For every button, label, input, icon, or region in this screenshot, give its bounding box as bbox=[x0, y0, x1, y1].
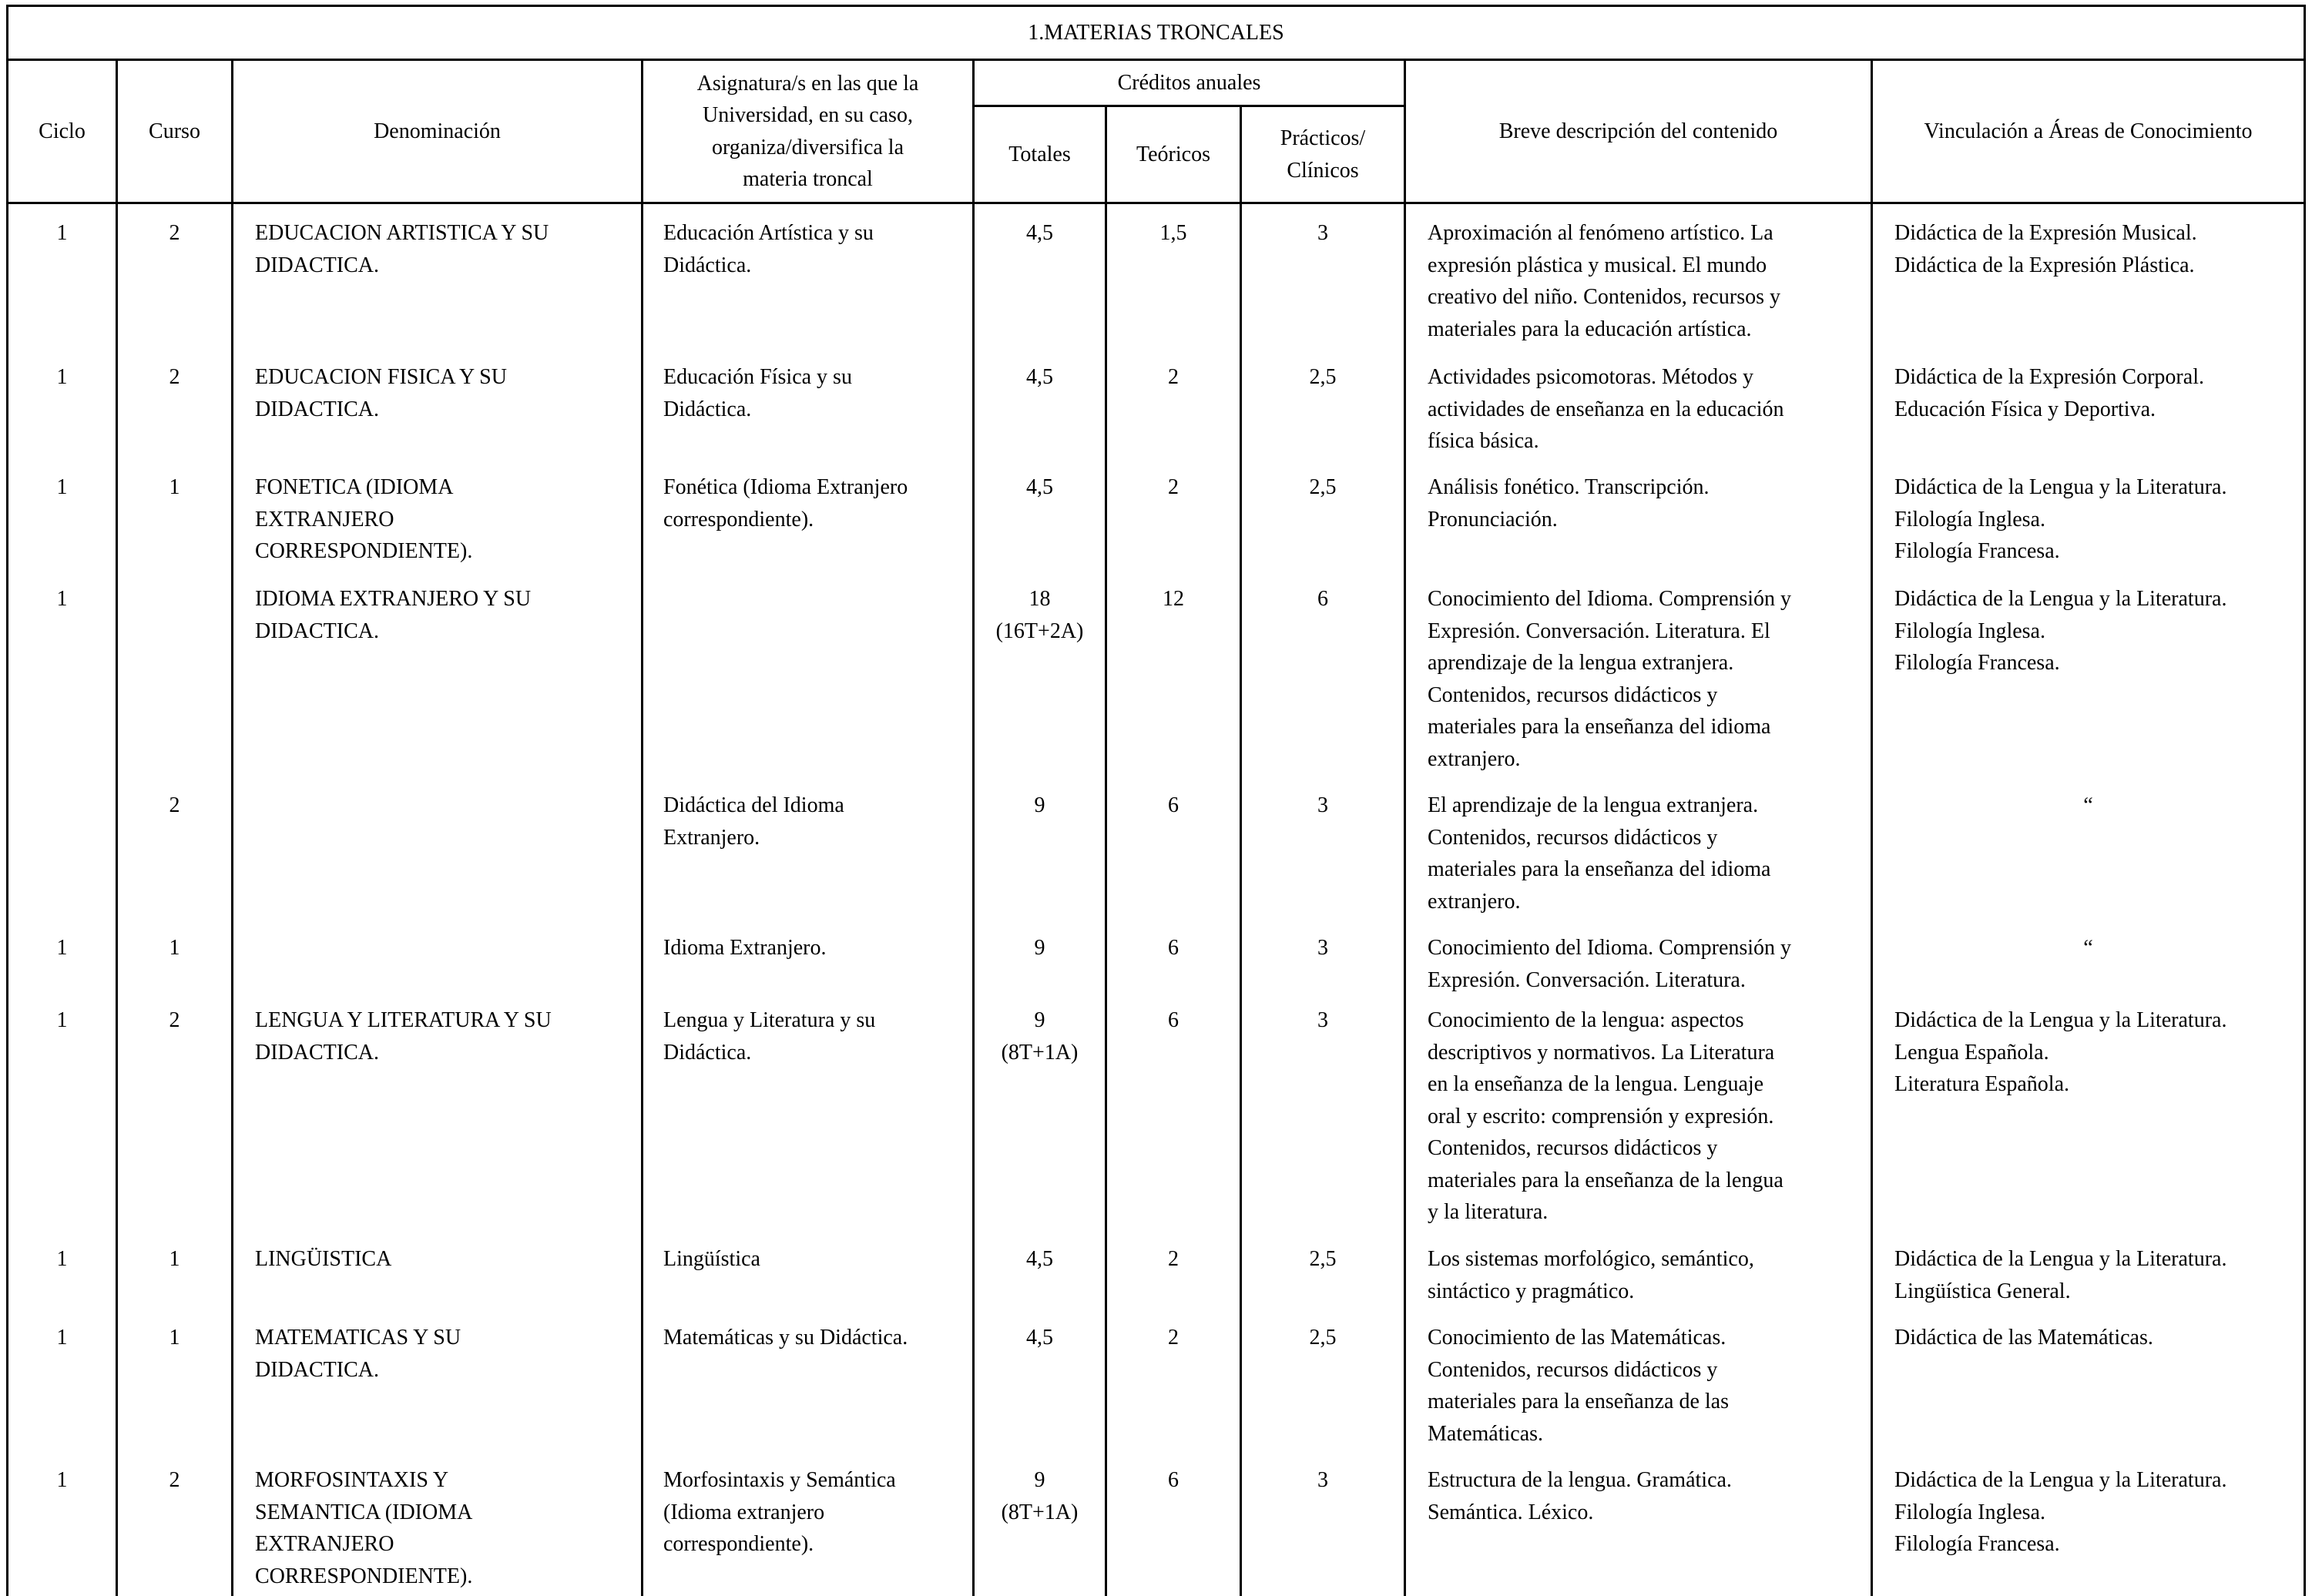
cell-teoricos: 6 bbox=[1168, 1008, 1179, 1032]
col-divider-denominacion bbox=[231, 59, 233, 1596]
cell-totales: 9 (8T+1A) bbox=[1001, 1468, 1079, 1524]
cell-descripcion: Los sistemas morfológico, semántico, sintáctico y pragmático. bbox=[1428, 1247, 1754, 1303]
cell-denominacion: MORFOSINTAXIS Y SEMANTICA (IDIOMA EXTRANJERO CORRESPONDIENTE). bbox=[255, 1468, 473, 1588]
cell-totales: 18 (16T+2A) bbox=[995, 587, 1084, 643]
cell-asignatura: Morfosintaxis y Semántica (Idioma extranjero correspondiente). bbox=[663, 1468, 896, 1556]
cell-denominacion: LENGUA Y LITERATURA Y SU DIDACTICA. bbox=[255, 1008, 552, 1065]
header-curso: Curso bbox=[149, 119, 200, 143]
table-title: 1.MATERIAS TRONCALES bbox=[1028, 20, 1284, 45]
cell-descripcion: Actividades psicomotoras. Métodos y actividades de enseñanza en la educación física básica. bbox=[1428, 365, 1784, 453]
cell-curso: 1 bbox=[169, 1247, 180, 1271]
cell-ciclo: 1 bbox=[56, 1247, 68, 1271]
cell-vinculacion: Didáctica de las Matemáticas. bbox=[1894, 1326, 2153, 1350]
cell-vinculacion: “ bbox=[2083, 936, 2093, 960]
header-ciclo: Ciclo bbox=[39, 119, 86, 143]
cell-ciclo: 1 bbox=[56, 936, 68, 960]
cell-ciclo: 1 bbox=[56, 1326, 68, 1350]
cell-denominacion: EDUCACION ARTISTICA Y SU DIDACTICA. bbox=[255, 221, 549, 277]
cell-descripcion: Conocimiento del Idioma. Comprensión y Expresión. Conversación. Literatura. El aprendizaje de la lengua extranjera. Contenidos, recursos didácticos y materiales para la enseñanza del idioma extranjero. bbox=[1428, 587, 1792, 771]
cell-teoricos: 2 bbox=[1168, 365, 1179, 389]
cell-totales: 4,5 bbox=[1026, 365, 1053, 389]
cell-asignatura: Educación Física y su Didáctica. bbox=[663, 365, 852, 421]
header-practicos: Prácticos/ Clínicos bbox=[1280, 126, 1366, 183]
cell-asignatura: Fonética (Idioma Extranjero correspondiente). bbox=[663, 475, 908, 531]
cell-vinculacion: Didáctica de la Lengua y la Literatura. Filología Inglesa. Filología Francesa. bbox=[1894, 1468, 2227, 1556]
cell-practicos: 3 bbox=[1317, 793, 1328, 817]
cell-curso: 2 bbox=[169, 1008, 180, 1032]
cell-practicos: 2,5 bbox=[1309, 1326, 1337, 1350]
cell-practicos: 2,5 bbox=[1309, 475, 1337, 499]
cell-teoricos: 12 bbox=[1163, 587, 1184, 611]
cell-ciclo: 1 bbox=[56, 1008, 68, 1032]
cell-descripcion: Conocimiento de las Matemáticas. Contenidos, recursos didácticos y materiales para la enseñanza de las Matemáticas. bbox=[1428, 1326, 1730, 1446]
cell-descripcion: Estructura de la lengua. Gramática. Semántica. Léxico. bbox=[1428, 1468, 1732, 1524]
header-totales: Totales bbox=[1008, 142, 1071, 166]
cell-practicos: 3 bbox=[1317, 936, 1328, 960]
cell-teoricos: 6 bbox=[1168, 936, 1179, 960]
header-denominacion: Denominación bbox=[374, 119, 501, 143]
cell-denominacion: MATEMATICAS Y SU DIDACTICA. bbox=[255, 1326, 461, 1382]
col-divider-totales bbox=[972, 59, 975, 1596]
cell-vinculacion: Didáctica de la Lengua y la Literatura. Filología Inglesa. Filología Francesa. bbox=[1894, 475, 2227, 563]
cell-curso: 2 bbox=[169, 365, 180, 389]
cell-vinculacion: “ bbox=[2083, 793, 2093, 817]
cell-denominacion: IDIOMA EXTRANJERO Y SU DIDACTICA. bbox=[255, 587, 532, 643]
cell-asignatura: Idioma Extranjero. bbox=[663, 936, 827, 960]
cell-curso: 2 bbox=[169, 221, 180, 245]
cell-denominacion: FONETICA (IDIOMA EXTRANJERO CORRESPONDIENTE). bbox=[255, 475, 473, 563]
cell-teoricos: 2 bbox=[1168, 475, 1179, 499]
cell-ciclo: 1 bbox=[56, 1468, 68, 1492]
header-bottom-rule bbox=[6, 202, 2306, 204]
cell-descripcion: El aprendizaje de la lengua extranjera. Contenidos, recursos didácticos y materiales para la enseñanza del idioma extranjero. bbox=[1428, 793, 1771, 914]
cell-teoricos: 2 bbox=[1168, 1247, 1179, 1271]
col-divider-descripcion bbox=[1404, 59, 1406, 1596]
col-divider-curso bbox=[116, 59, 118, 1596]
cell-vinculacion: Didáctica de la Expresión Musical. Didáctica de la Expresión Plástica. bbox=[1894, 221, 2197, 277]
cell-totales: 4,5 bbox=[1026, 1326, 1053, 1350]
cell-descripcion: Aproximación al fenómeno artístico. La expresión plástica y musical. El mundo creativo del niño. Contenidos, recursos y materiales para la educación artística. bbox=[1428, 221, 1781, 341]
cell-practicos: 6 bbox=[1317, 587, 1328, 611]
cell-asignatura: Didáctica del Idioma Extranjero. bbox=[663, 793, 844, 850]
cell-practicos: 2,5 bbox=[1309, 365, 1337, 389]
cell-teoricos: 6 bbox=[1168, 793, 1179, 817]
cell-totales: 9 bbox=[1034, 936, 1045, 960]
header-asignatura: Asignatura/s en las que la Universidad, en su caso, organiza/diversifica la materia troncal bbox=[696, 71, 919, 191]
col-divider-teoricos bbox=[1105, 105, 1107, 1596]
header-teoricos: Teóricos bbox=[1136, 142, 1210, 166]
cell-curso: 2 bbox=[169, 793, 180, 817]
cell-teoricos: 6 bbox=[1168, 1468, 1179, 1492]
cell-vinculacion: Didáctica de la Lengua y la Literatura. Lengua Española. Literatura Española. bbox=[1894, 1008, 2227, 1096]
cell-asignatura: Lengua y Literatura y su Didáctica. bbox=[663, 1008, 876, 1065]
cell-ciclo: 1 bbox=[56, 475, 68, 499]
cell-totales: 9 bbox=[1034, 793, 1045, 817]
cell-practicos: 3 bbox=[1317, 1008, 1328, 1032]
cell-teoricos: 2 bbox=[1168, 1326, 1179, 1350]
cell-descripcion: Análisis fonético. Transcripción. Pronunciación. bbox=[1428, 475, 1710, 531]
cell-curso: 1 bbox=[169, 936, 180, 960]
header-creditos-anuales: Créditos anuales bbox=[1117, 70, 1261, 95]
cell-descripcion: Conocimiento del Idioma. Comprensión y Expresión. Conversación. Literatura. bbox=[1428, 936, 1792, 992]
cell-asignatura: Educación Artística y su Didáctica. bbox=[663, 221, 874, 277]
header-descripcion: Breve descripción del contenido bbox=[1498, 119, 1778, 143]
cell-descripcion: Conocimiento de la lengua: aspectos descriptivos y normativos. La Literatura en la enseñanza de la lengua. Lenguaje oral y escrito: comprensión y expresión. Contenidos, recursos didácticos y materiales para la enseñanza de la lengua y la literatura. bbox=[1428, 1008, 1783, 1224]
cell-asignatura: Matemáticas y su Didáctica. bbox=[663, 1326, 908, 1350]
col-divider-practicos bbox=[1240, 105, 1242, 1596]
table-right-border bbox=[2304, 5, 2306, 1596]
col-divider-asignatura bbox=[641, 59, 643, 1596]
cell-ciclo: 1 bbox=[56, 221, 68, 245]
cell-practicos: 2,5 bbox=[1309, 1247, 1337, 1271]
cell-curso: 2 bbox=[169, 1468, 180, 1492]
cell-asignatura: Lingüística bbox=[663, 1247, 760, 1271]
cell-practicos: 3 bbox=[1317, 1468, 1328, 1492]
cell-curso: 1 bbox=[169, 1326, 180, 1350]
cell-teoricos: 1,5 bbox=[1159, 221, 1187, 245]
cell-vinculacion: Didáctica de la Expresión Corporal. Educación Física y Deportiva. bbox=[1894, 365, 2204, 421]
cell-totales: 4,5 bbox=[1026, 475, 1053, 499]
col-divider-vinculacion bbox=[1871, 59, 1873, 1596]
cell-denominacion: EDUCACION FISICA Y SU DIDACTICA. bbox=[255, 365, 507, 421]
cell-totales: 9 (8T+1A) bbox=[1001, 1008, 1079, 1065]
cell-practicos: 3 bbox=[1317, 221, 1328, 245]
cell-ciclo: 1 bbox=[56, 587, 68, 611]
cell-ciclo: 1 bbox=[56, 365, 68, 389]
header-vinculacion: Vinculación a Áreas de Conocimiento bbox=[1924, 119, 2253, 143]
cell-vinculacion: Didáctica de la Lengua y la Literatura. Filología Inglesa. Filología Francesa. bbox=[1894, 587, 2227, 675]
cell-vinculacion: Didáctica de la Lengua y la Literatura. Lingüística General. bbox=[1894, 1247, 2227, 1303]
cell-curso: 1 bbox=[169, 475, 180, 499]
cell-denominacion: LINGÜISTICA bbox=[255, 1247, 392, 1271]
cell-totales: 4,5 bbox=[1026, 1247, 1053, 1271]
cell-totales: 4,5 bbox=[1026, 221, 1053, 245]
